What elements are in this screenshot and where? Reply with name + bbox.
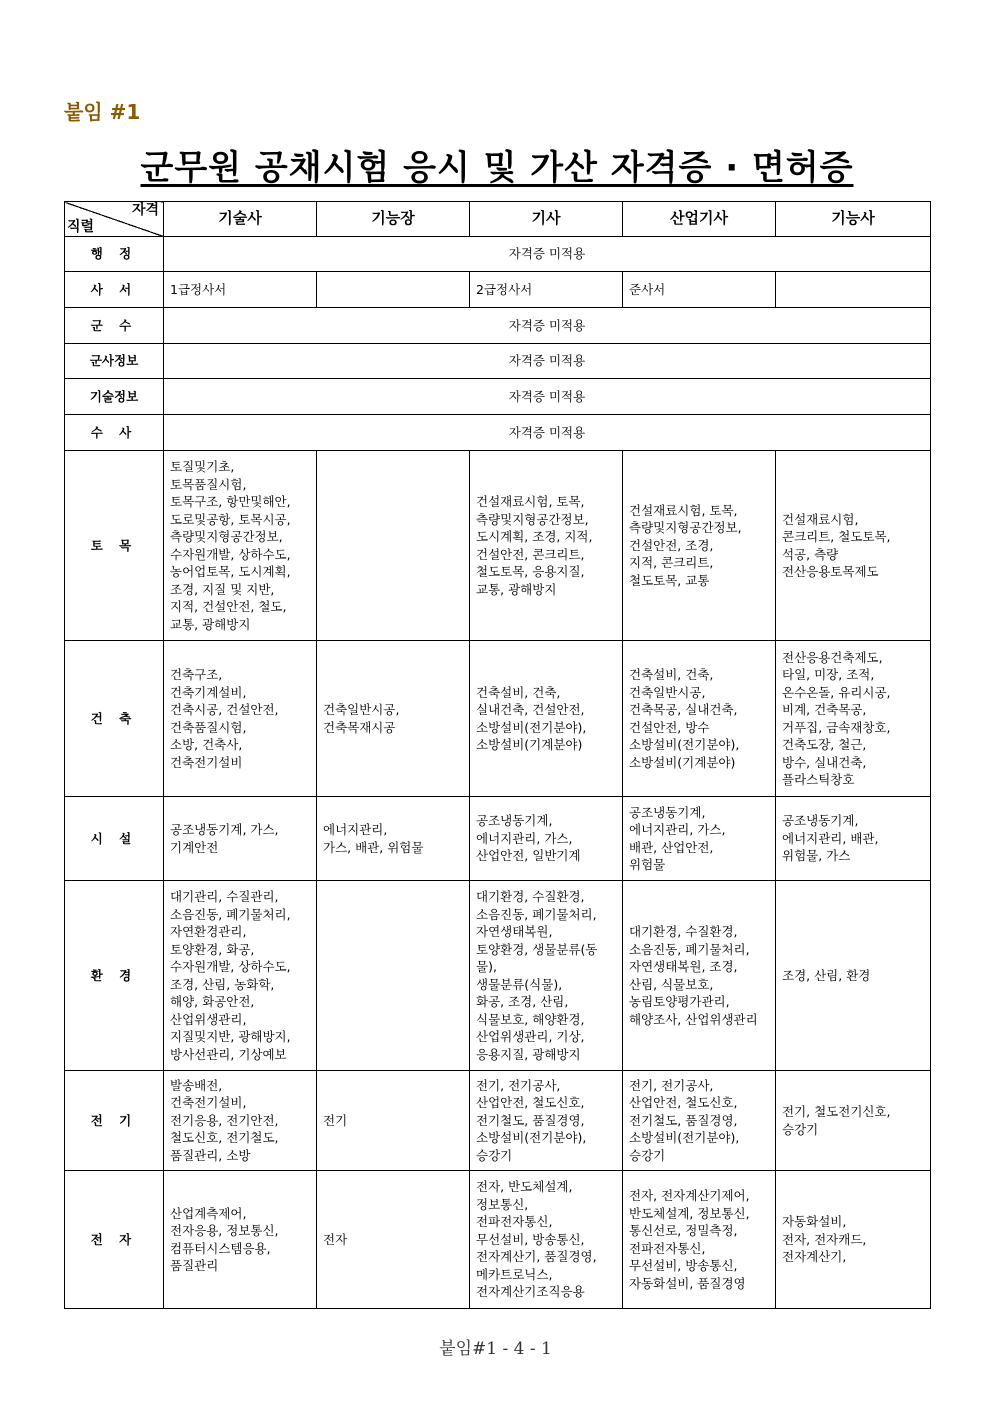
table-cell: 전기, 전기공사, 산업안전, 철도신호, 전기철도, 품질경영, 소방설비(전기분야), 승강기 [470, 1071, 623, 1171]
document-title: 군무원 공채시험 응시 및 가산 자격증 · 면허증 [140, 148, 854, 188]
not-applicable-cell: 자격증 미적용 [164, 308, 931, 344]
table-cell: 산업계측제어, 전자응용, 정보통신, 컴퓨터시스템응용, 품질관리 [164, 1171, 317, 1309]
table-row [65, 1171, 931, 1309]
column-header: 기능장 [317, 202, 470, 237]
row-header: 시 설 [65, 797, 164, 881]
table-cell: 전자 [317, 1171, 470, 1309]
corner-label-series: 직렬 [67, 218, 95, 235]
table-cell: 공조냉동기계, 에너지관리, 가스, 산업안전, 일반기계 [470, 797, 623, 881]
table-cell: 1급정사서 [164, 272, 317, 308]
corner-header-cell [65, 202, 164, 237]
row-header: 행 정 [65, 237, 164, 272]
column-header: 기능사 [776, 202, 931, 237]
table-row [65, 344, 931, 379]
table-cell: 대기환경, 수질환경, 소음진동, 폐기물처리, 자연생태복원, 토양환경, 생물분류(동물), 생물분류(식물), 화공, 조경, 산림, 식물보호, 해양환경, 산업위생관리, 기상, 응용지질, 광해방지 [470, 881, 623, 1071]
column-header: 기술사 [164, 202, 317, 237]
row-header: 사 서 [65, 272, 164, 308]
table-row [65, 451, 931, 641]
table-cell [317, 451, 470, 641]
table-cell: 건축일반시공, 건축목재시공 [317, 641, 470, 797]
table-cell [317, 272, 470, 308]
row-header: 수 사 [65, 415, 164, 451]
table-cell: 건축설비, 건축, 건축일반시공, 건축목공, 실내건축, 건설안전, 방수 소방설비(전기분야), 소방설비(기계분야) [623, 641, 776, 797]
table-cell: 전산응용건축제도, 타일, 미장, 조적, 온수온돌, 유리시공, 비계, 건축목공, 거푸집, 금속재창호, 건축도장, 철근, 방수, 실내건축, 플라스틱창호 [776, 641, 931, 797]
table-cell: 대기관리, 수질관리, 소음진동, 폐기물처리, 자연환경관리, 토양환경, 화공, 수자원개발, 상하수도, 조경, 산림, 농화학, 해양, 화공안전, 산업위생관리, 지질및지반, 광해방지, 방사선관리, 기상예보 [164, 881, 317, 1071]
column-header: 산업기사 [623, 202, 776, 237]
column-header: 기사 [470, 202, 623, 237]
row-header: 환 경 [65, 881, 164, 1071]
table-cell: 전기, 철도전기신호, 승강기 [776, 1071, 931, 1171]
table-cell [317, 881, 470, 1071]
row-header: 전 자 [65, 1171, 164, 1309]
table-cell: 건설재료시험, 토목, 측량및지형공간정보, 도시계획, 조경, 지적, 건설안전, 콘크리트, 철도토목, 응용지질, 교통, 광해방지 [470, 451, 623, 641]
table-cell: 토질및기초, 토목품질시험, 토목구조, 항만및해안, 도로및공항, 토목시공, 측량및지형공간정보, 수자원개발, 상하수도, 농어업토목, 도시계획, 조경, 지질 및 지반, 지적, 건설안전, 철도, 교통, 광해방지 [164, 451, 317, 641]
corner-label-qualification: 자격 [131, 202, 159, 218]
table-row [65, 881, 931, 1071]
table-row [65, 237, 931, 272]
row-header: 군 수 [65, 308, 164, 344]
not-applicable-cell: 자격증 미적용 [164, 344, 931, 379]
not-applicable-cell: 자격증 미적용 [164, 237, 931, 272]
table-cell: 건설재료시험, 콘크리트, 철도토목, 석공, 측량 전산응용토목제도 [776, 451, 931, 641]
row-header: 건 축 [65, 641, 164, 797]
table-cell: 전자, 전자계산기제어, 반도체설계, 정보통신, 통신선로, 정밀측정, 전파전자통신, 무선설비, 방송통신, 자동화설비, 품질경영 [623, 1171, 776, 1309]
table-cell: 대기환경, 수질환경, 소음진동, 폐기물처리, 자연생태복원, 조경, 산림, 식물보호, 농림토양평가관리, 해양조사, 산업위생관리 [623, 881, 776, 1071]
row-header: 기술정보 [65, 379, 164, 415]
page-footer: 붙임#1 - 4 - 1 [439, 1339, 552, 1359]
table-row [65, 1071, 931, 1171]
table-cell: 공조냉동기계, 가스, 기계안전 [164, 797, 317, 881]
table-row [65, 415, 931, 451]
attachment-label: 붙임 #1 [64, 100, 141, 124]
table-cell: 건축구조, 건축기계설비, 건축시공, 건설안전, 건축품질시험, 소방, 건축사, 건축전기설비 [164, 641, 317, 797]
table-cell: 공조냉동기계, 에너지관리, 가스, 배관, 산업안전, 위험물 [623, 797, 776, 881]
certificate-table [64, 201, 931, 1309]
table-row [65, 797, 931, 881]
header-row [65, 202, 931, 237]
table-cell: 건설재료시험, 토목, 측량및지형공간정보, 건설안전, 조경, 지적, 콘크리트, 철도토목, 교통 [623, 451, 776, 641]
table-cell: 조경, 산림, 환경 [776, 881, 931, 1071]
row-header: 토 목 [65, 451, 164, 641]
not-applicable-cell: 자격증 미적용 [164, 415, 931, 451]
table-cell [776, 272, 931, 308]
table-cell: 준사서 [623, 272, 776, 308]
table-row [65, 379, 931, 415]
row-header: 군사정보 [65, 344, 164, 379]
table-cell: 건축설비, 건축, 실내건축, 건설안전, 소방설비(전기분야), 소방설비(기계분야) [470, 641, 623, 797]
table-cell: 발송배전, 건축전기설비, 전기응용, 전기안전, 철도신호, 전기철도, 품질관리, 소방 [164, 1071, 317, 1171]
not-applicable-cell: 자격증 미적용 [164, 379, 931, 415]
table-cell: 자동화설비, 전자, 전자캐드, 전자계산기, [776, 1171, 931, 1309]
table-row [65, 308, 931, 344]
table-cell: 전기, 전기공사, 산업안전, 철도신호, 전기철도, 품질경영, 소방설비(전기분야), 승강기 [623, 1071, 776, 1171]
table-cell: 전자, 반도체설계, 정보통신, 전파전자통신, 무선설비, 방송통신, 전자계산기, 품질경영, 메카트로닉스, 전자계산기조직응용 [470, 1171, 623, 1309]
table-cell: 에너지관리, 가스, 배관, 위험물 [317, 797, 470, 881]
row-header: 전 기 [65, 1071, 164, 1171]
table-cell: 공조냉동기계, 에너지관리, 배관, 위험물, 가스 [776, 797, 931, 881]
table-row [65, 272, 931, 308]
table-cell: 2급정사서 [470, 272, 623, 308]
table-cell: 전기 [317, 1071, 470, 1171]
table-row [65, 641, 931, 797]
